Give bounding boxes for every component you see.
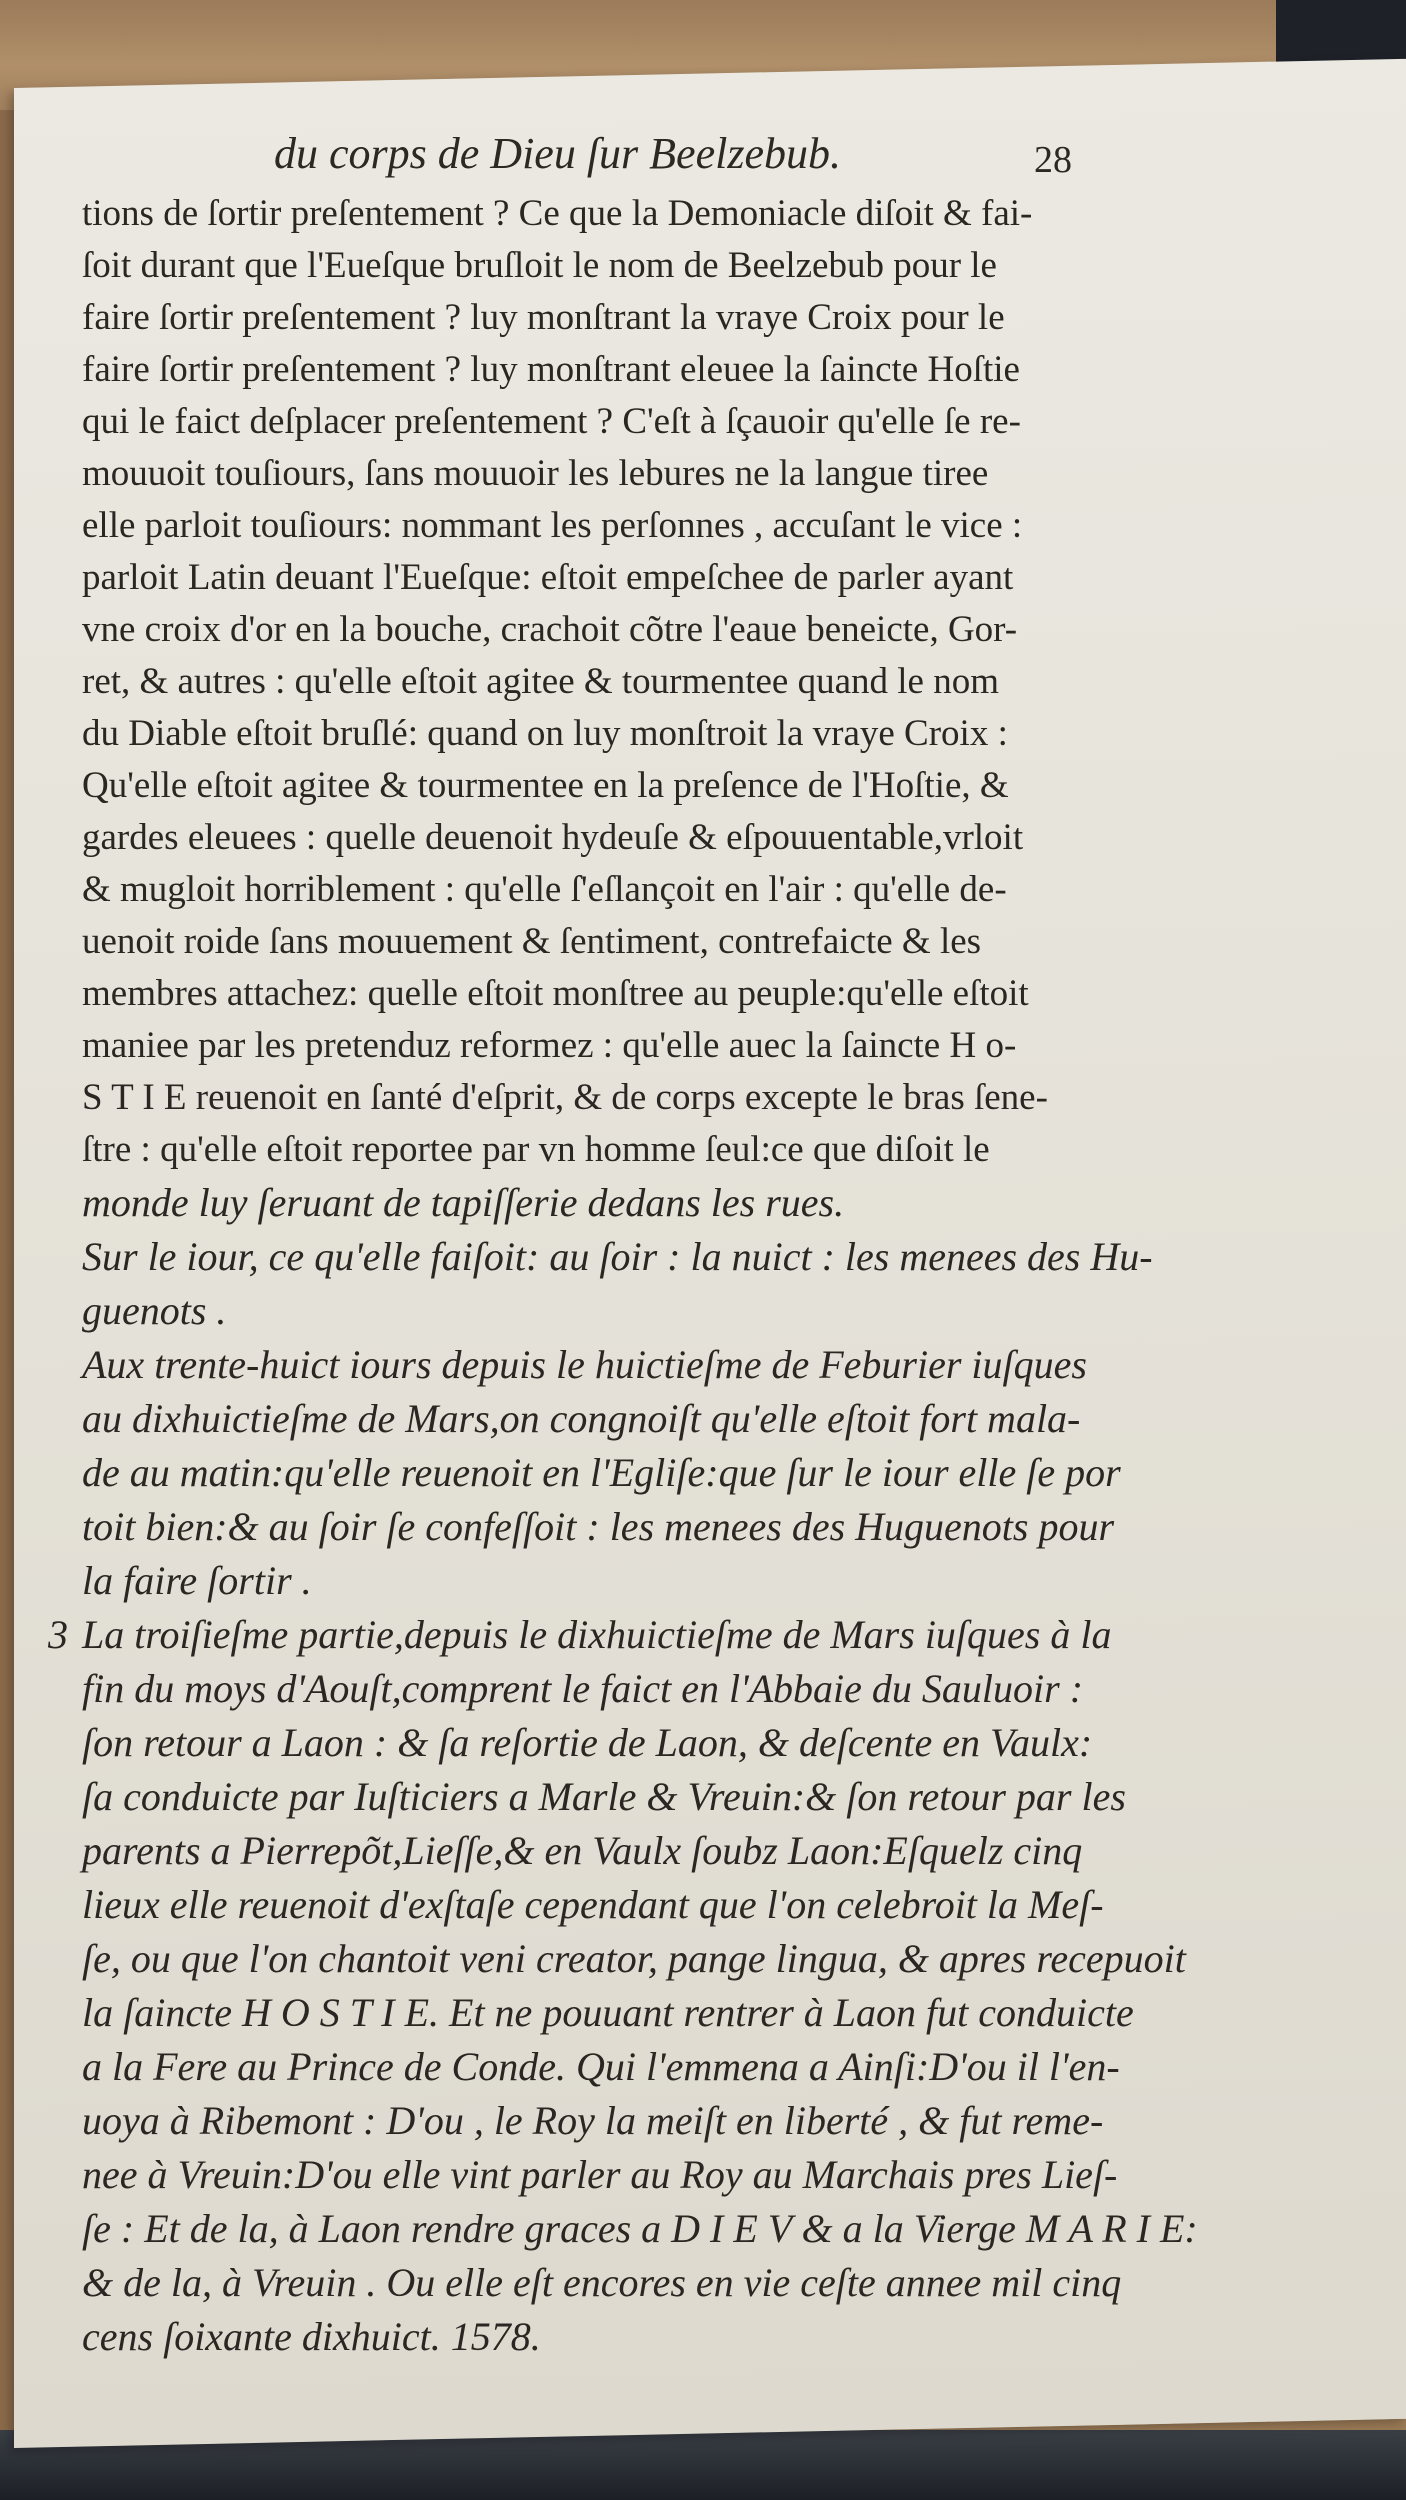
text-line: tions de ſortir preſentement ? Ce que la Demoniacle diſoit & fai- xyxy=(82,193,1033,234)
body-text xyxy=(48,188,1198,2364)
paragraph-number: 3 xyxy=(48,1612,68,1657)
text-line: nee à Vreuin:D'ou elle vint parler au Roy au Marchais pres Lieſ- xyxy=(82,2152,1118,2197)
text-line: parloit Latin deuant l'Eueſque: eſtoit empeſchee de parler ayant xyxy=(82,557,1014,598)
paragraph-3-first-line xyxy=(48,1608,1152,1662)
text-line: membres attachez: quelle eſtoit monſtree au peuple:qu'elle eſtoit xyxy=(82,973,1029,1014)
book-page xyxy=(14,59,1406,2448)
text-line: ſoit durant que l'Eueſque bruſloit le nom de Beelzebub pour le xyxy=(82,245,997,286)
page-content xyxy=(14,88,1406,2448)
text-line: de au matin:qu'elle reuenoit en l'Egliſe:que ſur le iour elle ſe por xyxy=(82,1450,1121,1495)
text-line: gardes eleuees : quelle deuenoit hydeuſe & eſpouuentable,vrloit xyxy=(82,817,1024,858)
text-line: La troiſieſme partie,depuis le dixhuictieſme de Mars iuſques à la xyxy=(82,1612,1112,1657)
text-line: la ſaincte H O S T I E. Et ne pouuant rentrer à Laon fut conduicte xyxy=(82,1990,1134,2035)
text-line: elle parloit touſiours: nommant les perſonnes , accuſant le vice : xyxy=(82,505,1023,546)
text-line: ſtre : qu'elle eſtoit reportee par vn homme ſeul:ce que diſoit le xyxy=(82,1129,990,1170)
text-line: guenots . xyxy=(82,1288,227,1333)
text-line: maniee par les pretenduz reformez : qu'elle auec la ſaincte H o- xyxy=(82,1025,1017,1066)
text-line: la faire ſortir . xyxy=(82,1558,312,1603)
text-line: ſa conduicte par Iuſticiers a Marle & Vreuin:& ſon retour par les xyxy=(82,1774,1126,1819)
text-line: vne croix d'or en la bouche, crachoit cõtre l'eaue beneicte, Gor- xyxy=(82,609,1018,650)
text-line: Aux trente-huict iours depuis le huictieſme de Feburier iuſques xyxy=(82,1342,1087,1387)
text-line: mouuoit touſiours, ſans mouuoir les lebures ne la langue tiree xyxy=(82,453,989,494)
text-line: uoya à Ribemont : D'ou , le Roy la meiſt en liberté , & fut reme- xyxy=(82,2098,1104,2143)
text-line: qui le faict deſplacer preſentement ? C'eſt à ſçauoir qu'elle ſe re- xyxy=(82,401,1021,442)
text-line: uenoit roide ſans mouuement & ſentiment, contrefaicte & les xyxy=(82,921,982,962)
text-line: ſe : Et de la, à Laon rendre graces a D I E V & a la Vierge M A R I E: xyxy=(82,2206,1198,2251)
text-line: Sur le iour, ce qu'elle faiſoit: au ſoir : la nuict : les menees des Hu- xyxy=(82,1234,1153,1279)
text-line: parents a Pierrepõt,Lieſſe,& en Vaulx ſoubz Laon:Eſquelz cinq xyxy=(82,1828,1083,1873)
running-head: du corps de Dieu ſur Beelzebub. xyxy=(274,129,841,178)
text-line: au dixhuictieſme de Mars,on congnoiſt qu'elle eſtoit fort mala- xyxy=(82,1396,1081,1441)
text-line: lieux elle reuenoit d'exſtaſe cependant que l'on celebroit la Meſ- xyxy=(82,1882,1104,1927)
text-line: cens ſoixante dixhuict. 1578. xyxy=(82,2314,541,2359)
text-line: Qu'elle eſtoit agitee & tourmentee en la preſence de l'Hoſtie, & xyxy=(82,765,1009,806)
text-line: toit bien:& au ſoir ſe confeſſoit : les menees des Huguenots pour xyxy=(82,1504,1115,1549)
text-line: ſe, ou que l'on chantoit veni creator, pange lingua, & apres recepuoit xyxy=(82,1936,1186,1981)
text-line: faire ſortir preſentement ? luy monſtrant la vraye Croix pour le xyxy=(82,297,1005,338)
folio-number: 28 xyxy=(1034,139,1072,181)
text-line: S T I E reuenoit en ſanté d'eſprit, & de corps excepte le bras ſene- xyxy=(82,1077,1048,1118)
text-line: ſon retour a Laon : & ſa reſortie de Laon, & deſcente en Vaulx: xyxy=(82,1720,1093,1765)
text-line: & mugloit horriblement : qu'elle ſ'eſlançoit en l'air : qu'elle de- xyxy=(82,869,1007,910)
text-line: ret, & autres : qu'elle eſtoit agitee & tourmentee quand le nom xyxy=(82,661,999,702)
text-line: du Diable eſtoit bruſlé: quand on luy monſtroit la vraye Croix : xyxy=(82,713,1008,754)
text-line: a la Fere au Prince de Conde. Qui l'emmena a Ainſi:D'ou il l'en- xyxy=(82,2044,1120,2089)
text-line: fin du moys d'Aouſt,comprent le faict en l'Abbaie du Sauluoir : xyxy=(82,1666,1084,1711)
text-line: & de la, à Vreuin . Ou elle eſt encores en vie ceſte annee mil cinq xyxy=(82,2260,1122,2305)
text-line: monde luy ſeruant de tapiſſerie dedans les rues. xyxy=(82,1180,845,1225)
text-line: faire ſortir preſentement ? luy monſtrant eleuee la ſaincte Hoſtie xyxy=(82,349,1020,390)
